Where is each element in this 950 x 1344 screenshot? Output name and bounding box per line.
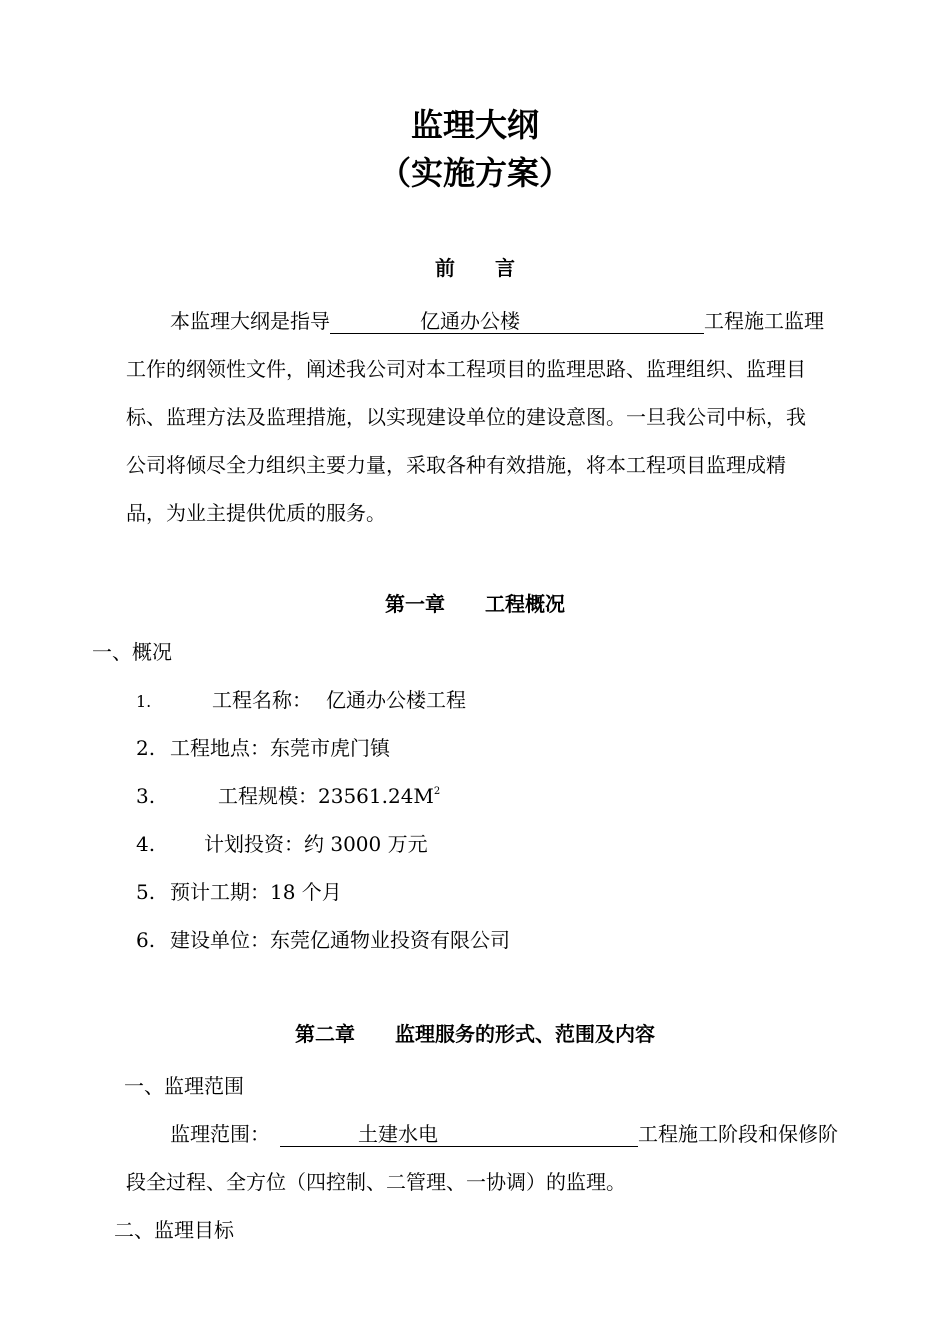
chapter-2-section-2: 二、监理目标: [114, 1218, 234, 1242]
scope-suffix: 工程施工阶段和保修阶: [638, 1122, 838, 1146]
chapter-1-section-1: 一、概况: [92, 640, 172, 664]
list-item-value: 东莞亿通物业投资有限公司: [270, 928, 510, 952]
list-item-planned-investment: [136, 828, 428, 857]
list-item-developer: [136, 924, 510, 953]
list-item-value: 约 3000 万元: [304, 832, 428, 856]
list-item-value: 23561.24M: [318, 784, 434, 808]
foreword-line-3: 标、监理方法及监理措施，以实现建设单位的建设意图。一旦我公司中标，我: [126, 405, 806, 429]
list-item-number: 5.: [136, 880, 156, 904]
project-name-value: 亿通办公楼: [420, 309, 520, 333]
list-item-number: 3.: [136, 784, 156, 808]
list-item-label: 建设单位：: [170, 928, 270, 952]
superscript: 2: [433, 786, 441, 797]
scope-blank: [280, 1122, 638, 1147]
list-item-label: 预计工期：: [170, 880, 270, 904]
list-item-number: 6.: [136, 928, 156, 952]
list-item-value: 亿通办公楼工程: [326, 688, 466, 712]
document-title: 监理大纲: [410, 106, 539, 144]
foreword-line-1-suffix: 工程施工监理: [704, 309, 824, 333]
list-item-project-scale: [136, 780, 440, 809]
list-item-number: 2.: [136, 736, 156, 760]
list-item-label: 工程地点：: [170, 736, 270, 760]
scope-value: 土建水电: [358, 1122, 438, 1146]
scope-prefix: 监理范围：: [170, 1122, 270, 1146]
list-item-label: 工程名称：: [212, 688, 312, 712]
project-name-blank: [330, 309, 704, 334]
foreword-line-1-prefix: 本监理大纲是指导: [170, 309, 330, 333]
list-item-value: 东莞市虎门镇: [270, 736, 390, 760]
list-item-label: 工程规模：: [218, 784, 318, 808]
list-item-label: 计划投资：: [204, 832, 304, 856]
foreword-line-1: [170, 305, 824, 334]
list-item-number: 4.: [136, 832, 156, 856]
scope-line-2: 段全过程、全方位（四控制、二管理、一协调）的监理。: [126, 1170, 626, 1194]
chapter-1-heading: 第一章 工程概况: [385, 592, 565, 616]
list-item-project-location: [136, 732, 390, 761]
list-item-number: 1.: [136, 692, 152, 711]
list-item-project-name: [136, 684, 466, 713]
foreword-line-4: 公司将倾尽全力组织主要力量，采取各种有效措施，将本工程项目监理成精: [126, 453, 786, 477]
chapter-2-section-1: 一、监理范围: [124, 1074, 244, 1098]
foreword-heading: 前 言: [435, 256, 515, 280]
scope-line-1: [170, 1118, 838, 1147]
document-subtitle: （实施方案）: [378, 154, 571, 192]
chapter-2-heading: 第二章 监理服务的形式、范围及内容: [295, 1022, 655, 1046]
list-item-value: 18 个月: [270, 880, 342, 904]
list-item-duration: [136, 876, 342, 905]
foreword-line-2: 工作的纲领性文件，阐述我公司对本工程项目的监理思路、监理组织、监理目: [126, 357, 806, 381]
foreword-line-5: 品，为业主提供优质的服务。: [126, 501, 386, 525]
